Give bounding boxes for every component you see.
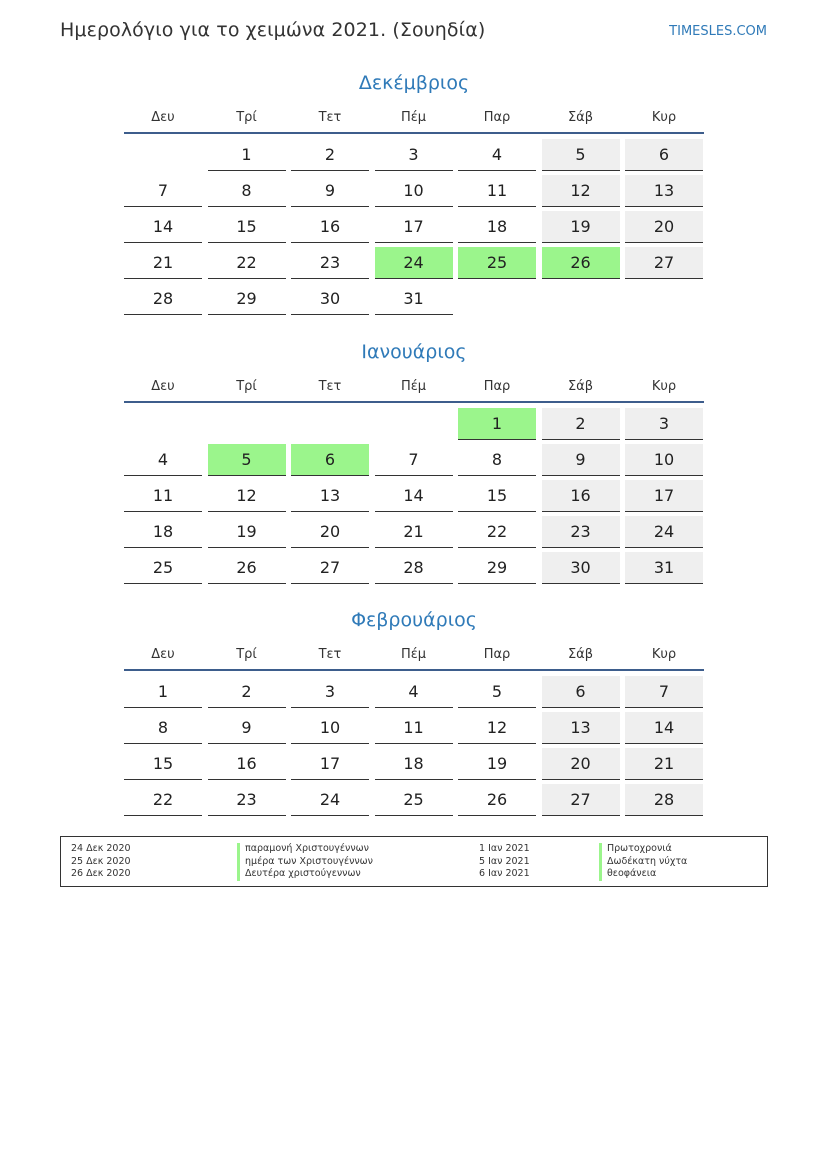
day-cell[interactable]: 2 xyxy=(291,139,369,171)
empty-day-cell xyxy=(208,408,286,439)
day-cell[interactable]: 14 xyxy=(625,712,703,744)
day-cell[interactable]: 5 xyxy=(542,139,620,171)
day-cell[interactable]: 21 xyxy=(124,247,202,279)
day-cell[interactable]: 2 xyxy=(542,408,620,440)
day-cell[interactable]: 20 xyxy=(291,516,369,548)
day-cell[interactable]: 11 xyxy=(458,175,536,207)
day-cell[interactable]: 15 xyxy=(208,211,286,243)
day-cell[interactable]: 17 xyxy=(375,211,453,243)
day-cell[interactable]: 3 xyxy=(375,139,453,171)
day-cell[interactable]: 30 xyxy=(542,552,620,584)
day-cell[interactable]: 10 xyxy=(291,712,369,744)
day-cell[interactable]: 16 xyxy=(542,480,620,512)
day-cell[interactable]: 14 xyxy=(124,211,202,243)
day-cell[interactable]: 24 xyxy=(375,247,453,279)
day-cell[interactable]: 25 xyxy=(375,784,453,816)
weekday-label: Κυρ xyxy=(651,110,677,125)
day-cell[interactable]: 28 xyxy=(124,283,202,315)
legend-holiday-name: παραμονή Χριστουγέννων xyxy=(237,843,373,856)
day-cell[interactable]: 1 xyxy=(458,408,536,440)
day-cell[interactable]: 29 xyxy=(458,552,536,584)
day-cell[interactable]: 4 xyxy=(458,139,536,171)
weekday-label: Τρί xyxy=(236,647,257,662)
weekday-label: Δευ xyxy=(151,110,175,125)
month-december xyxy=(124,68,704,318)
empty-day-cell xyxy=(291,408,369,439)
day-cell[interactable]: 30 xyxy=(291,283,369,315)
legend-holiday-name: Πρωτοχρονιά xyxy=(599,843,687,856)
day-cell[interactable]: 17 xyxy=(625,480,703,512)
day-cell[interactable]: 28 xyxy=(625,784,703,816)
day-cell[interactable]: 11 xyxy=(375,712,453,744)
day-cell[interactable]: 26 xyxy=(208,552,286,584)
day-cell[interactable]: 9 xyxy=(542,444,620,476)
weekday-label: Πέμ xyxy=(400,379,427,394)
day-cell[interactable]: 25 xyxy=(124,552,202,584)
legend-names-right xyxy=(599,843,687,881)
day-cell[interactable]: 6 xyxy=(542,676,620,708)
day-cell[interactable]: 20 xyxy=(625,211,703,243)
day-cell[interactable]: 23 xyxy=(291,247,369,279)
day-cell[interactable]: 10 xyxy=(625,444,703,476)
day-cell[interactable]: 24 xyxy=(291,784,369,816)
day-cell[interactable]: 4 xyxy=(375,676,453,708)
legend-date: 5 Ιαν 2021 xyxy=(479,855,530,867)
day-cell[interactable]: 3 xyxy=(291,676,369,708)
day-cell[interactable]: 16 xyxy=(208,748,286,780)
day-cell[interactable]: 4 xyxy=(124,444,202,476)
week-row xyxy=(124,515,704,551)
week-row xyxy=(124,246,704,282)
month-title: Φεβρουάριος xyxy=(351,609,477,631)
day-cell[interactable]: 13 xyxy=(625,175,703,207)
weekday-label: Πέμ xyxy=(400,110,427,125)
legend-holiday-name: Δωδέκατη νύχτα xyxy=(599,856,687,869)
weekday-label: Τετ xyxy=(318,110,342,125)
day-cell[interactable]: 27 xyxy=(542,784,620,816)
weekday-label: Παρ xyxy=(483,110,511,125)
weekday-label: Τρί xyxy=(236,110,257,125)
legend-date: 26 Δεκ 2020 xyxy=(71,868,131,879)
empty-day-cell xyxy=(124,139,202,170)
weekday-header xyxy=(124,639,704,671)
day-cell[interactable]: 31 xyxy=(375,283,453,315)
legend-date: 6 Ιαν 2021 xyxy=(479,868,530,879)
week-row xyxy=(124,174,704,210)
day-cell[interactable]: 27 xyxy=(625,247,703,279)
day-cell[interactable]: 27 xyxy=(291,552,369,584)
weekday-label: Κυρ xyxy=(651,647,677,662)
day-cell[interactable]: 24 xyxy=(625,516,703,548)
weekday-label: Πέμ xyxy=(400,647,427,662)
weekday-label: Δευ xyxy=(151,647,175,662)
weekday-label: Τρί xyxy=(236,379,257,394)
day-cell[interactable]: 19 xyxy=(458,748,536,780)
month-title: Ιανουάριος xyxy=(361,341,467,363)
empty-day-cell xyxy=(625,283,703,314)
week-row xyxy=(124,210,704,246)
day-cell[interactable]: 22 xyxy=(458,516,536,548)
day-cell[interactable]: 16 xyxy=(291,211,369,243)
day-cell[interactable]: 29 xyxy=(208,283,286,315)
day-cell[interactable]: 14 xyxy=(375,480,453,512)
legend-date: 1 Ιαν 2021 xyxy=(479,843,530,854)
day-cell[interactable]: 7 xyxy=(375,444,453,476)
week-row xyxy=(124,407,704,443)
month-grid xyxy=(124,675,704,819)
day-cell[interactable]: 7 xyxy=(124,175,202,207)
day-cell[interactable]: 12 xyxy=(542,175,620,207)
day-cell[interactable]: 18 xyxy=(375,748,453,780)
day-cell[interactable]: 5 xyxy=(458,676,536,708)
empty-day-cell xyxy=(542,283,620,314)
weekday-label: Τετ xyxy=(318,379,342,394)
day-cell[interactable]: 28 xyxy=(375,552,453,584)
weekday-label: Παρ xyxy=(483,379,511,394)
day-cell[interactable]: 21 xyxy=(375,516,453,548)
week-row xyxy=(124,747,704,783)
day-cell[interactable]: 15 xyxy=(458,480,536,512)
day-cell[interactable]: 26 xyxy=(458,784,536,816)
weekday-header xyxy=(124,102,704,134)
week-row xyxy=(124,711,704,747)
day-cell[interactable]: 22 xyxy=(208,247,286,279)
day-cell[interactable]: 20 xyxy=(542,748,620,780)
legend-names-left xyxy=(237,843,373,881)
weekday-label: Κυρ xyxy=(651,379,677,394)
day-cell[interactable]: 5 xyxy=(208,444,286,476)
week-row xyxy=(124,675,704,711)
month-title: Δεκέμβριος xyxy=(358,72,470,94)
weekday-header xyxy=(124,371,704,403)
weekday-label: Δευ xyxy=(151,379,175,394)
day-cell[interactable]: 8 xyxy=(124,712,202,744)
brand-logo-text[interactable]: TIMESLES.COM xyxy=(669,24,767,39)
week-row xyxy=(124,783,704,819)
month-grid xyxy=(124,407,704,587)
weekday-label: Σάβ xyxy=(567,647,594,662)
day-cell[interactable]: 19 xyxy=(542,211,620,243)
day-cell[interactable]: 17 xyxy=(291,748,369,780)
day-cell[interactable]: 2 xyxy=(208,676,286,708)
day-cell[interactable]: 31 xyxy=(625,552,703,584)
day-cell[interactable]: 22 xyxy=(124,784,202,816)
day-cell[interactable]: 23 xyxy=(208,784,286,816)
day-cell[interactable]: 23 xyxy=(542,516,620,548)
day-cell[interactable]: 3 xyxy=(625,408,703,440)
week-row xyxy=(124,282,704,318)
holiday-legend xyxy=(60,836,768,887)
day-cell[interactable]: 21 xyxy=(625,748,703,780)
day-cell[interactable]: 18 xyxy=(458,211,536,243)
legend-holiday-name: θεοφάνεια xyxy=(599,868,687,881)
day-cell[interactable]: 13 xyxy=(291,480,369,512)
day-cell[interactable]: 6 xyxy=(625,139,703,171)
day-cell[interactable]: 25 xyxy=(458,247,536,279)
legend-holiday-name: ημέρα των Χριστουγέννων xyxy=(237,856,373,869)
day-cell[interactable]: 10 xyxy=(375,175,453,207)
legend-dates-right xyxy=(479,843,530,881)
empty-day-cell xyxy=(124,408,202,439)
day-cell[interactable]: 1 xyxy=(124,676,202,708)
day-cell[interactable]: 15 xyxy=(124,748,202,780)
month-january xyxy=(124,337,704,587)
day-cell[interactable]: 8 xyxy=(458,444,536,476)
day-cell[interactable]: 13 xyxy=(542,712,620,744)
page-title: Ημερολόγιο για το χειμώνα 2021. (Σουηδία) xyxy=(60,19,486,41)
legend-holiday-name: Δευτέρα χριστούγεννων xyxy=(237,868,373,881)
weekday-label: Παρ xyxy=(483,647,511,662)
day-cell[interactable]: 6 xyxy=(291,444,369,476)
empty-day-cell xyxy=(458,283,536,314)
day-cell[interactable]: 9 xyxy=(208,712,286,744)
week-row xyxy=(124,443,704,479)
day-cell[interactable]: 9 xyxy=(291,175,369,207)
week-row xyxy=(124,138,704,174)
empty-day-cell xyxy=(375,408,453,439)
legend-dates-left xyxy=(71,843,131,881)
month-grid xyxy=(124,138,704,318)
day-cell[interactable]: 12 xyxy=(208,480,286,512)
day-cell[interactable]: 18 xyxy=(124,516,202,548)
weekday-label: Τετ xyxy=(318,647,342,662)
day-cell[interactable]: 7 xyxy=(625,676,703,708)
week-row xyxy=(124,479,704,515)
day-cell[interactable]: 19 xyxy=(208,516,286,548)
legend-date: 24 Δεκ 2020 xyxy=(71,843,131,854)
weekday-label: Σάβ xyxy=(567,110,594,125)
legend-date: 25 Δεκ 2020 xyxy=(71,855,131,867)
day-cell[interactable]: 8 xyxy=(208,175,286,207)
week-row xyxy=(124,551,704,587)
day-cell[interactable]: 12 xyxy=(458,712,536,744)
day-cell[interactable]: 11 xyxy=(124,480,202,512)
month-february xyxy=(124,605,704,819)
day-cell[interactable]: 1 xyxy=(208,139,286,171)
weekday-label: Σάβ xyxy=(567,379,594,394)
day-cell[interactable]: 26 xyxy=(542,247,620,279)
